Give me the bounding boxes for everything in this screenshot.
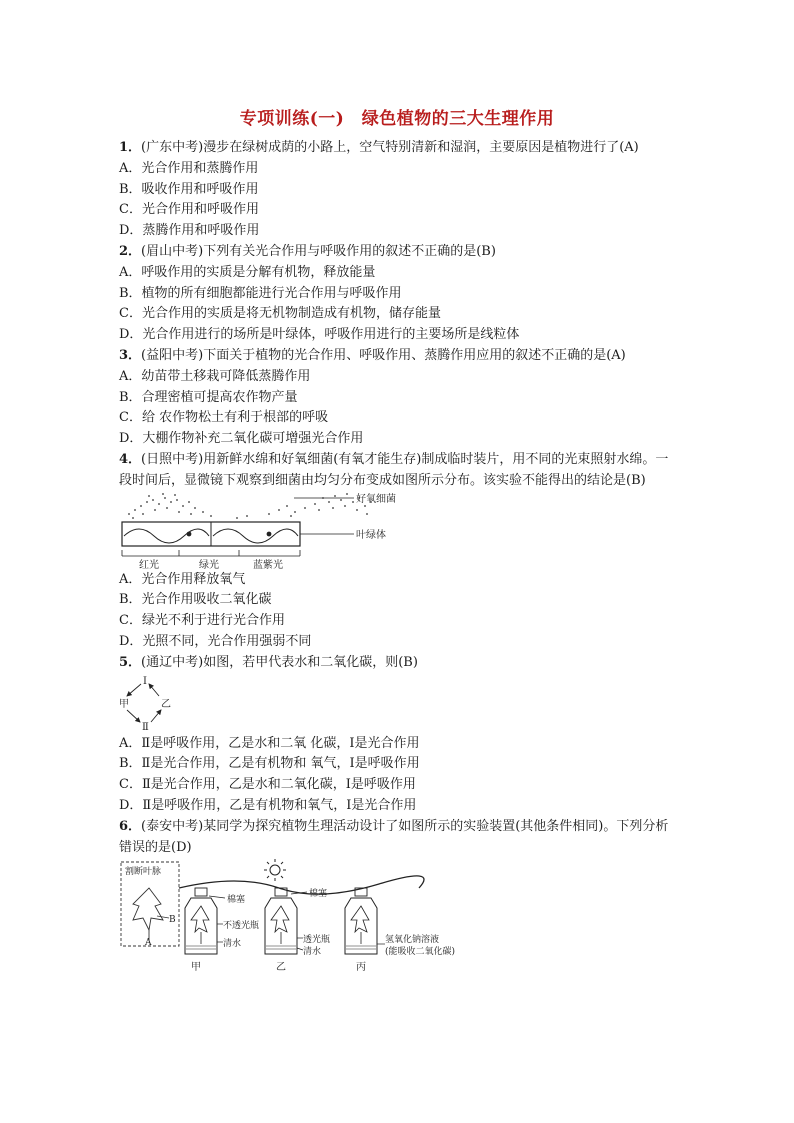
question-stem: (日照中考)用新鲜水绵和好氧细菌(有氧才能生存)制成临时装片，用不同的光束照射水绵。一段时间后，显微镜下观察到细菌由均匀分布变成如图所示分布。该实验不能得出的结论是(B) bbox=[119, 451, 669, 488]
option-a: A．光合作用和蒸腾作用 bbox=[119, 160, 259, 176]
bacteria-dots bbox=[128, 493, 372, 519]
leaf-icon bbox=[133, 888, 163, 930]
label-bluepurple-light: 蓝紫光 bbox=[253, 559, 283, 570]
question-5 bbox=[119, 653, 679, 674]
option-a: A．呼吸作用的实质是分解有机物，释放能量 bbox=[119, 264, 376, 280]
option-b: B．合理密植可提高农作物产量 bbox=[119, 389, 298, 405]
option-b: B．光合作用吸收二氧化碳 bbox=[119, 592, 272, 608]
option-a: A．光合作用释放氧气 bbox=[119, 571, 246, 587]
question-3 bbox=[119, 346, 679, 367]
cycle-diagram bbox=[119, 674, 199, 734]
bottle-jia-label: 甲 bbox=[191, 962, 201, 974]
bottle-bing-label: 丙 bbox=[356, 962, 366, 974]
bottle-jia bbox=[185, 888, 217, 954]
question-stem: (眉山中考)下列有关光合作用与呼吸作用的叙述不正确的是(B) bbox=[141, 243, 496, 259]
inset-b: B bbox=[169, 915, 176, 926]
sun-icon bbox=[264, 859, 286, 881]
question-number: 3． bbox=[119, 347, 142, 363]
question-2 bbox=[119, 242, 679, 263]
question-1 bbox=[119, 138, 679, 159]
question-stem: (通辽中考)如图，若甲代表水和二氧化碳，则(B) bbox=[141, 654, 418, 670]
bottle-yi bbox=[265, 888, 297, 954]
question-number: 6． bbox=[119, 818, 142, 834]
option-a: A．幼苗带土移栽可降低蒸腾作用 bbox=[119, 368, 311, 384]
option-d: D．光合作用进行的场所是叶绿体，呼吸作用进行的主要场所是线粒体 bbox=[119, 327, 520, 343]
naoh-note: (能吸收二氧化碳) bbox=[385, 947, 456, 958]
page-title: 专项训练(一) 绿色植物的三大生理作用 bbox=[239, 109, 555, 129]
label-bacteria: 好氧细菌 bbox=[356, 493, 396, 505]
option-c: C．光合作用和呼吸作用 bbox=[119, 202, 259, 218]
option-c: C．绿光不利于进行光合作用 bbox=[119, 613, 285, 629]
bottle-yi-label: 乙 bbox=[276, 962, 286, 974]
label-chloroplast: 叶绿体 bbox=[356, 529, 386, 541]
option-d: D．蒸腾作用和呼吸作用 bbox=[119, 223, 260, 239]
question-stem: (益阳中考)下面关于植物的光合作用、呼吸作用、蒸腾作用应用的叙述不正确的是(A) bbox=[141, 347, 626, 363]
option-b: B．吸收作用和呼吸作用 bbox=[119, 181, 259, 197]
inset-label: 割断叶脉 bbox=[125, 867, 162, 878]
node-top: Ⅰ bbox=[143, 675, 147, 687]
question-4 bbox=[119, 450, 679, 492]
figure-spirogyra bbox=[119, 492, 679, 570]
label-green-light: 绿光 bbox=[199, 559, 219, 570]
figure-cycle bbox=[119, 674, 679, 734]
option-d: D．光照不同，光合作用强弱不同 bbox=[119, 633, 312, 649]
cotton-label-1: 棉塞 bbox=[227, 895, 246, 906]
figure-bottles bbox=[119, 858, 679, 976]
option-b: B．Ⅱ是光合作用，乙是有机物和 氧气，Ⅰ是呼吸作用 bbox=[119, 756, 420, 772]
option-a: A．Ⅱ是呼吸作用，乙是水和二氧 化碳，Ⅰ是光合作用 bbox=[119, 735, 420, 751]
question-number: 5． bbox=[119, 654, 142, 670]
option-d: D．Ⅱ是呼吸作用，乙是有机物和氧气，Ⅰ是光合作用 bbox=[119, 797, 417, 813]
question-stem: (泰安中考)某同学为探究植物生理活动设计了如图所示的实验装置(其他条件相同)。下列分析错误的是(D) bbox=[119, 818, 669, 855]
option-b: B．植物的所有细胞都能进行光合作用与呼吸作用 bbox=[119, 285, 402, 301]
node-left: 甲 bbox=[119, 698, 129, 710]
water-label-1: 清水 bbox=[223, 939, 242, 950]
spirogyra-diagram bbox=[119, 492, 419, 570]
clear-bottle-label: 透光瓶 bbox=[303, 935, 331, 946]
option-c: C．光合作用的实质是将无机物制造成有机物，储存能量 bbox=[119, 306, 441, 322]
bottle-bing bbox=[345, 888, 377, 954]
option-c: C．Ⅱ是光合作用，乙是水和二氧化碳，Ⅰ是呼吸作用 bbox=[119, 777, 416, 793]
water-label-2: 清水 bbox=[303, 947, 322, 958]
naoh-label: 氢氧化钠溶液 bbox=[385, 935, 440, 946]
question-number: 4． bbox=[119, 451, 142, 467]
question-stem: (广东中考)漫步在绿树成荫的小路上，空气特别清新和湿润，主要原因是植物进行了(A) bbox=[141, 140, 639, 155]
question-number: 1． bbox=[119, 140, 142, 155]
node-right: 乙 bbox=[161, 698, 171, 710]
question-list bbox=[119, 138, 679, 976]
bottles-diagram bbox=[119, 858, 479, 976]
cotton-label-2: 棉塞 bbox=[309, 889, 328, 900]
inset-a: A bbox=[145, 938, 152, 949]
node-bottom: Ⅱ bbox=[142, 721, 149, 733]
question-number: 2． bbox=[119, 243, 142, 259]
opaque-bottle-label: 不透光瓶 bbox=[223, 921, 260, 932]
option-c: C．给 农作物松土有利于根部的呼吸 bbox=[119, 410, 329, 426]
option-d: D．大棚作物补充二氧化碳可增强光合作用 bbox=[119, 431, 364, 447]
question-6 bbox=[119, 817, 679, 859]
label-red-light: 红光 bbox=[139, 559, 159, 570]
